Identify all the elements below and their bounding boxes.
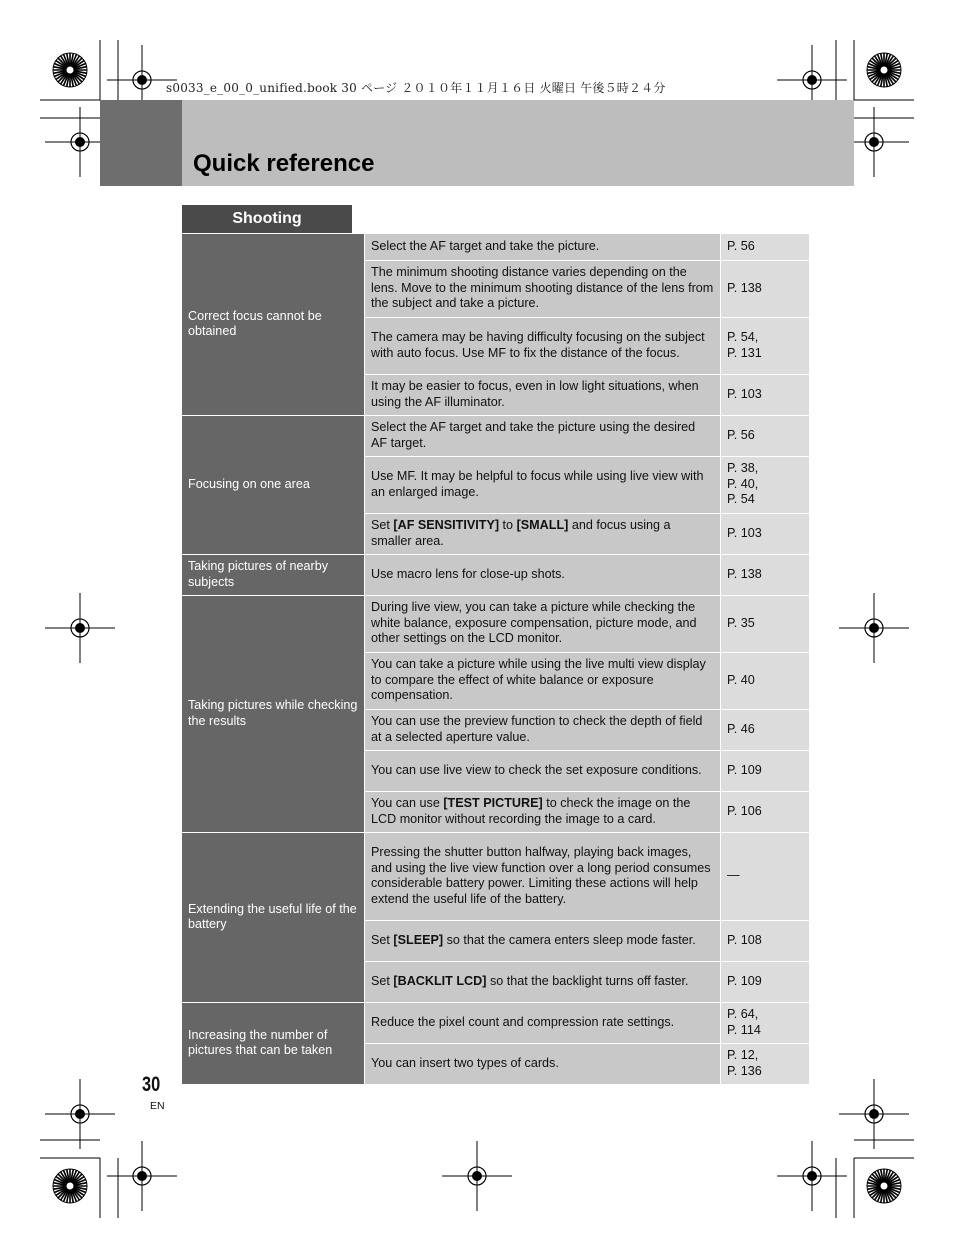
solution-cell xyxy=(365,374,721,415)
page-number: 30 xyxy=(142,1073,161,1096)
solution-text: You can insert two types of cards. xyxy=(371,1055,559,1070)
title-band-dark xyxy=(100,100,182,186)
solution-text: Set xyxy=(371,932,394,947)
page-reference: P. 138 xyxy=(727,280,762,295)
page-reference: P. 40 xyxy=(727,672,755,687)
page-ref-cell xyxy=(721,374,810,415)
solution-cell xyxy=(365,513,721,554)
quick-reference-table xyxy=(182,234,809,1085)
solution-cell xyxy=(365,260,721,317)
solution-text: Set xyxy=(371,518,394,532)
solution-text: You can use xyxy=(371,796,444,810)
page-ref-cell xyxy=(721,709,810,750)
page-language: EN xyxy=(150,1100,165,1112)
solution-text: and focus using a smaller area. xyxy=(371,518,671,548)
solution-text: Use macro lens for close-up shots. xyxy=(371,566,565,581)
section-tab-shooting: Shooting xyxy=(182,205,352,233)
solution-text: The minimum shooting distance varies depending on the lens. Move to the minimum shooting distance of the lens from the subject and take a picture. xyxy=(371,265,714,311)
solution-text: Reduce the pixel count and compression rate settings. xyxy=(371,1014,675,1029)
solution-text: During live view, you can take a picture while checking the white balance, exposure compensation, picture mode, and other settings on the LCD monitor. xyxy=(371,600,697,646)
page-ref-cell xyxy=(721,513,810,554)
page-reference: P. 38, P. 40, P. 54 xyxy=(727,461,759,507)
table-row xyxy=(182,234,809,260)
menu-setting-name: [SMALL] xyxy=(516,518,569,532)
table-row xyxy=(182,415,809,456)
page-reference: — xyxy=(727,868,740,883)
menu-setting-name: [BACKLIT LCD] xyxy=(393,973,487,988)
page-ref-cell xyxy=(721,920,810,961)
solution-text: Select the AF target and take the picture using the desired AF target. xyxy=(371,420,696,450)
solution-cell xyxy=(365,234,721,260)
problem-label: Taking pictures while checking the results xyxy=(188,698,358,728)
solution-text: You can take a picture while using the live multi view display to compare the effect of white balance or exposure compensation. xyxy=(371,657,706,703)
page-ref-cell xyxy=(721,832,810,920)
menu-setting-name: [SLEEP] xyxy=(393,932,444,947)
page-ref-cell xyxy=(721,260,810,317)
page-reference: P. 103 xyxy=(727,386,762,401)
solution-text: It may be easier to focus, even in low light situations, when using the AF illuminator. xyxy=(371,379,699,409)
page-reference: P. 12, P. 136 xyxy=(727,1048,762,1078)
problem-cell xyxy=(182,832,365,1002)
quick-reference-table-body xyxy=(182,234,809,1084)
solution-text: You can use live view to check the set exposure conditions. xyxy=(371,762,702,777)
page-ref-cell xyxy=(721,961,810,1002)
page-ref-cell xyxy=(721,317,810,374)
solution-text: so that the camera enters sleep mode faster. xyxy=(443,932,696,947)
problem-label: Correct focus cannot be obtained xyxy=(188,308,322,339)
page-ref-cell xyxy=(721,1043,810,1084)
solution-text: to xyxy=(499,518,517,532)
solution-cell xyxy=(365,832,721,920)
solution-cell xyxy=(365,709,721,750)
page-ref-cell xyxy=(721,415,810,456)
solution-text: You can use the preview function to check the depth of field at a selected aperture value. xyxy=(371,714,703,744)
solution-text: Select the AF target and take the picture. xyxy=(371,239,600,253)
page-reference: P. 56 xyxy=(727,427,755,442)
page-ref-cell xyxy=(721,791,810,832)
page-reference: P. 56 xyxy=(727,239,755,253)
page-reference: P. 138 xyxy=(727,566,762,581)
solution-text: Pressing the shutter button halfway, playing back images, and using the live view function over a long period consumes considerable battery power. Limiting these actions will help extend the useful life of the battery. xyxy=(371,845,711,906)
solution-text: so that the backlight turns off faster. xyxy=(486,973,689,988)
page-reference: P. 103 xyxy=(727,525,762,540)
menu-setting-name: [TEST PICTURE] xyxy=(443,796,543,810)
page-ref-cell xyxy=(721,595,810,652)
solution-text: The camera may be having difficulty focusing on the subject with auto focus. Use MF to fix the distance of the focus. xyxy=(371,330,705,360)
page-reference: P. 109 xyxy=(727,973,762,988)
problem-cell xyxy=(182,554,365,595)
solution-cell xyxy=(365,652,721,709)
solution-text: to check the image on the LCD monitor without recording the image to a card. xyxy=(371,796,691,826)
page-reference: P. 109 xyxy=(727,762,762,777)
page-reference: P. 64, P. 114 xyxy=(727,1007,761,1037)
table-row xyxy=(182,554,809,595)
page-ref-cell xyxy=(721,234,810,260)
solution-cell xyxy=(365,554,721,595)
solution-text: Set xyxy=(371,973,394,988)
page-title: Quick reference xyxy=(193,150,375,177)
page-ref-cell xyxy=(721,652,810,709)
table-row xyxy=(182,832,809,920)
solution-cell xyxy=(365,317,721,374)
menu-setting-name: [AF SENSITIVITY] xyxy=(393,518,500,532)
problem-label: Extending the useful life of the battery xyxy=(188,901,357,931)
page-reference: P. 35 xyxy=(727,615,755,630)
page-ref-cell xyxy=(721,554,810,595)
solution-cell xyxy=(365,920,721,961)
page-ref-cell xyxy=(721,750,810,791)
table-row xyxy=(182,595,809,652)
problem-label: Focusing on one area xyxy=(188,476,310,491)
problem-label: Increasing the number of pictures that can be taken xyxy=(188,1027,333,1057)
solution-cell xyxy=(365,595,721,652)
problem-cell xyxy=(182,234,365,415)
page-ref-cell xyxy=(721,456,810,513)
solution-cell xyxy=(365,1043,721,1084)
page-reference: P. 46 xyxy=(727,721,755,736)
problem-cell xyxy=(182,1002,365,1084)
solution-cell xyxy=(365,961,721,1002)
page-ref-cell xyxy=(721,1002,810,1043)
page-reference: P. 54, P. 131 xyxy=(727,330,762,360)
page-reference: P. 108 xyxy=(727,932,762,947)
print-header-line: s0033_e_00_0_unified.book 30 ページ ２０１０年１１月１６日 火曜日 午後５時２４分 xyxy=(166,81,666,95)
solution-cell xyxy=(365,750,721,791)
problem-label: Taking pictures of nearby subjects xyxy=(188,559,329,589)
solution-cell xyxy=(365,456,721,513)
solution-cell xyxy=(365,791,721,832)
table-row xyxy=(182,1002,809,1043)
page-reference: P. 106 xyxy=(727,803,762,818)
solution-cell xyxy=(365,415,721,456)
solution-text: Use MF. It may be helpful to focus while using live view with an enlarged image. xyxy=(371,469,704,499)
solution-cell xyxy=(365,1002,721,1043)
problem-cell xyxy=(182,415,365,554)
problem-cell xyxy=(182,595,365,832)
